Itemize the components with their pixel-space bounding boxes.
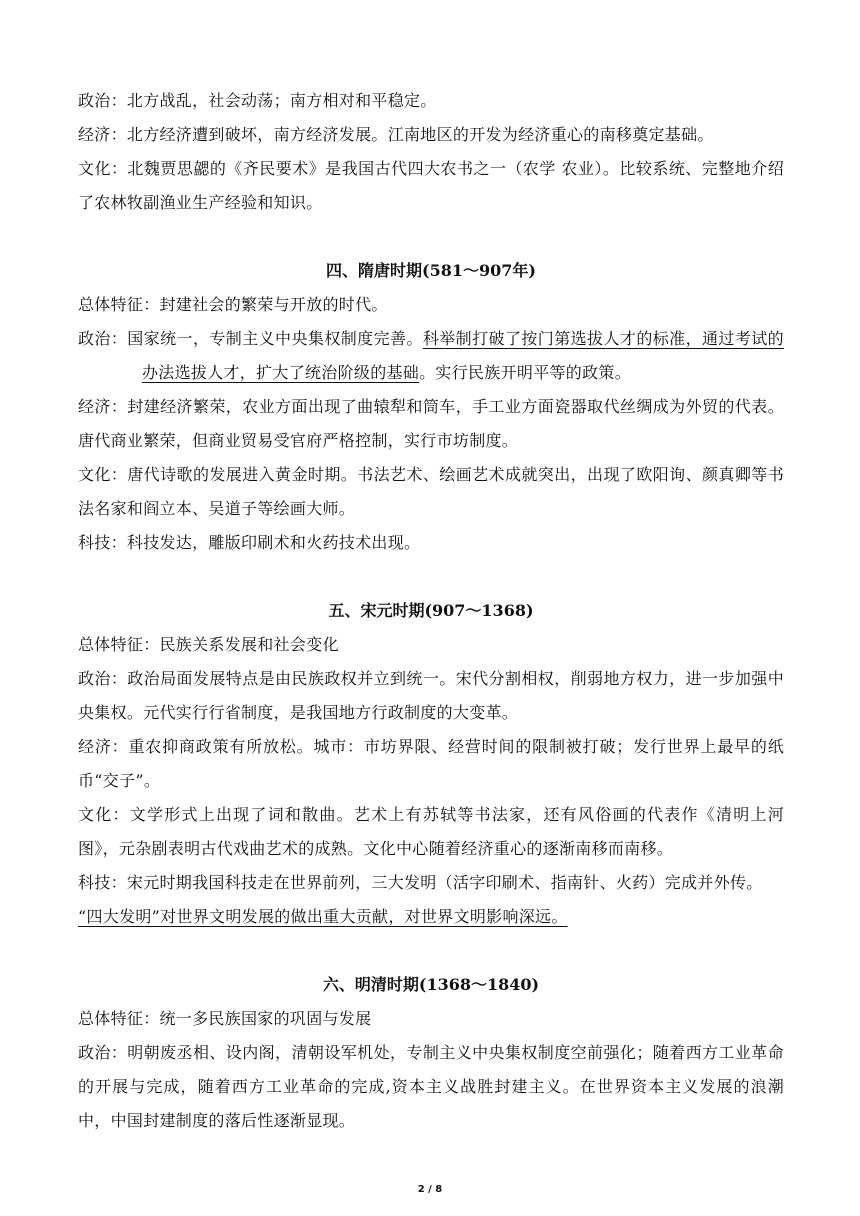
document-body bbox=[78, 84, 784, 1138]
section3-economy: 经济：北方经济遭到破坏，南方经济发展。江南地区的开发为经济重心的南移奠定基础。 bbox=[78, 125, 714, 144]
section5-culture: 文化：文学形式上出现了词和散曲。艺术上有苏轼等书法家，还有风俗画的代表作《清明上河图》，元杂剧表明古代戏曲艺术的成熟。文化中心随着经济重心的逐渐南移而南移。 bbox=[78, 805, 784, 858]
section6-heading: 六、明清时期(1368～1840) bbox=[322, 975, 540, 994]
section4-politics-suffix: 。实行民族开明平等的政策。 bbox=[419, 363, 632, 382]
section4-tech: 科技：科技发达，雕版印刷术和火药技术出现。 bbox=[78, 533, 421, 552]
page-number: 2 / 8 bbox=[417, 1184, 443, 1195]
section-spacer bbox=[78, 934, 784, 968]
section4-economy: 经济：封建经济繁荣，农业方面出现了曲辕犁和筒车，手工业方面瓷器取代丝绸成为外贸的代表。唐代商业繁荣，但商业贸易受官府严格控制，实行市坊制度。 bbox=[78, 397, 784, 450]
section4-overall: 总体特征：封建社会的繁荣与开放的时代。 bbox=[78, 295, 388, 314]
section5-economy: 经济：重农抑商政策有所放松。城市：市坊界限、经营时间的限制被打破；发行世界上最早的纸币“交子”。 bbox=[78, 737, 784, 790]
section4-culture: 文化：唐代诗歌的发展进入黄金时期。书法艺术、绘画艺术成就突出，出现了欧阳询、颜真卿等书法名家和阎立本、吴道子等绘画大师。 bbox=[78, 465, 784, 518]
section5-tech-underlined bbox=[78, 900, 784, 934]
section-spacer bbox=[78, 220, 784, 254]
section5-politics: 政治：政治局面发展特点是由民族政权并立到统一。宋代分割相权，削弱地方权力，进一步加强中央集权。元代实行行省制度，是我国地方行政制度的大变革。 bbox=[78, 669, 784, 722]
section5-heading: 五、宋元时期(907～1368) bbox=[328, 601, 534, 620]
section-spacer bbox=[78, 560, 784, 594]
section3-politics: 政治：北方战乱，社会动荡；南方相对和平稳定。 bbox=[78, 91, 437, 110]
section4-heading: 四、隋唐时期(581～907年) bbox=[326, 261, 536, 280]
section6-politics: 政治：明朝废丞相、设内阁，清朝设军机处，专制主义中央集权制度空前强化；随着西方工业革命的开展与完成，随着西方工业革命的完成,资本主义战胜封建主义。在世界资本主义发展的浪潮中，中国封建制度的落后性逐渐显现。 bbox=[78, 1043, 784, 1130]
section3-culture: 文化：北魏贾思勰的《齐民要术》是我国古代四大农书之一（农学 农业）。比较系统、完整地介绍了农林牧副渔业生产经验和知识。 bbox=[78, 159, 784, 212]
section5-tech: 科技：宋元时期我国科技走在世界前列，三大发明（活字印刷术、指南针、火药）完成并外传。 bbox=[78, 873, 763, 892]
section5-tech-underlined-text: “四大发明”对世界文明发展的做出重大贡献，对世界文明影响深远。 bbox=[78, 907, 568, 926]
section4-politics bbox=[78, 322, 784, 390]
section6-overall: 总体特征：统一多民族国家的巩固与发展 bbox=[78, 1009, 372, 1028]
section4-politics-prefix: 政治：国家统一，专制主义中央集权制度完善。 bbox=[78, 329, 423, 348]
section4-politics-underlined: 科举制打破了按门第选拔人才的标准，通过考试的办法选拔人才，扩大了统治阶级的基础 bbox=[142, 329, 784, 382]
section5-overall: 总体特征：民族关系发展和社会变化 bbox=[78, 635, 339, 654]
